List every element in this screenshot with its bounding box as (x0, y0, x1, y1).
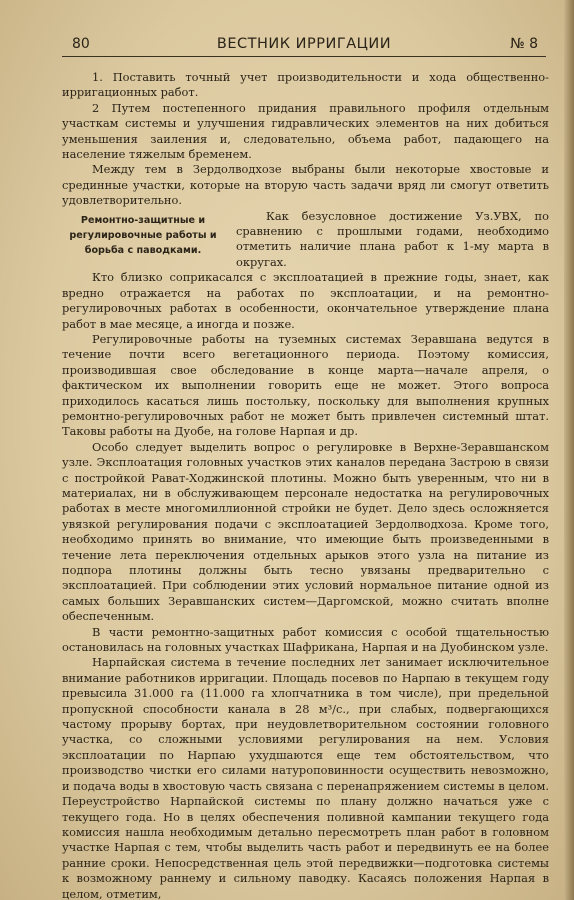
article-body (62, 70, 549, 900)
running-header (62, 36, 546, 57)
paragraph: В части ремонтно-защитных работ комиссия с особой тщательностью остановилась на головных участках Шафрикана, Нарпая и на Дуобинском узле. (62, 624, 549, 655)
paragraph: Регулировочные работы на туземных системах Зеравшана ведутся в течение почти всего вегетационного периода. Поэтому комиссия, производившая свое обследование в конце марта—начале апреля, о фактическом их выполнении говорить еще не может. Этого вопроса приходилось касаться лишь постольку, поскольку для выполнения крупных ремонтно-регулировочных работ не может быть привлечен системный штат. Таковы работы на Дуобе, на голове Нарпая и др. (62, 331, 549, 439)
paragraph: 2 Путем постепенного придания правильного профиля отдельным участкам системы и улучшения гидравлических элементов на них добиться уменьшения заиления и, следовательно, объема работ, падающего на население тяжелым бременем. (62, 100, 549, 162)
paragraph: Особо следует выделить вопрос о регулировке в Верхне-Зеравшанском узле. Эксплоатация головных участков этих каналов передана Застрою в связи с постройкой Рават-Ходжинской плотины. Можно быть уверенным, что ни в материалах, ни в обслуживающем персонале недостатка на регулировочных работах в месте многомиллионной стройки не будет. Дело здесь осложняется увязкой регулирования подачи с эксплоатацией Зердолводхоза. Кроме того, необходимо принять во внимание, что имеющие быть произведенными в течение лета переключения отдельных арыков этого узла на питание из подпора плотины должны быть тесно увязаны предварительно с эксплоатацией. При соблюдении этих условий нормальное питание одной из самых больших Зеравшанских систем—Даргомской, можно считать вполне обеспеченным. (62, 439, 549, 624)
paragraph: Между тем в Зердолводхозе выбраны были некоторые хвостовые и срединные участки, которые на вторую часть задачи вряд ли смогут ответить удовлетворительно. (62, 162, 549, 208)
sidebar-heading: Ремонтно-защитные и регулировочные работы и борьба с паводками. (69, 214, 217, 256)
issue-number: № 8 (510, 36, 538, 52)
paragraph: 1. Поставить точный учет производительности и хода общественно-ирригационных работ. (62, 70, 549, 100)
paragraph: Нарпайская система в течение последних лет занимает исключительное внимание работников ирригации. Площадь посевов по Нарпаю в текущем году превысила 31.000 га (11.000 га хлопчатника в том числе), при предельной пропускной способности канала в 28 м³/с., при слабых, подвергающихся частому прорыву бортах, при неудовлетворительном состоянии головного участка, со сложными условиями регулирования на нем. Условия эксплоатации по Нарпаю ухудшаются еще тем обстоятельством, что производство чистки его силами натуроповинности осуществить невозможно, и подача воды в хвостовую часть связана с перенапряжением системы в целом. Переустройство Нарпайской системы по плану должно начаться уже с текущего года. Но в целях обеспечения поливной кампании текущего года комиссия нашла необходимым детально пересмотреть план работ в головном участке Нарпая с тем, чтобы выделить часть работ и передвинуть ее на более ранние сроки. Непосредственная цель этой передвижки—подготовка системы к возможному раннему и сильному паводку. Касаясь положения Нарпая в целом, отметим, (62, 655, 549, 900)
page-number: 80 (72, 36, 90, 52)
page-spine-shadow (564, 0, 574, 900)
paragraph: Кто близко соприкасался с эксплоатацией в прежние годы, знает, как вредно отражается на работах по эксплоатации, и на ремонтно-регулировочных работах в особенности, окончательное утверждение плана работ в мае месяце, а иногда и позже. (62, 270, 549, 331)
paragraph: Как безусловное достижение Уз.УВХ, по сравнению с прошлыми годами, необходимо отметить наличие плана работ к 1-му марта в округах. (236, 208, 549, 269)
journal-title: ВЕСТНИК ИРРИГАЦИИ (216, 36, 392, 52)
